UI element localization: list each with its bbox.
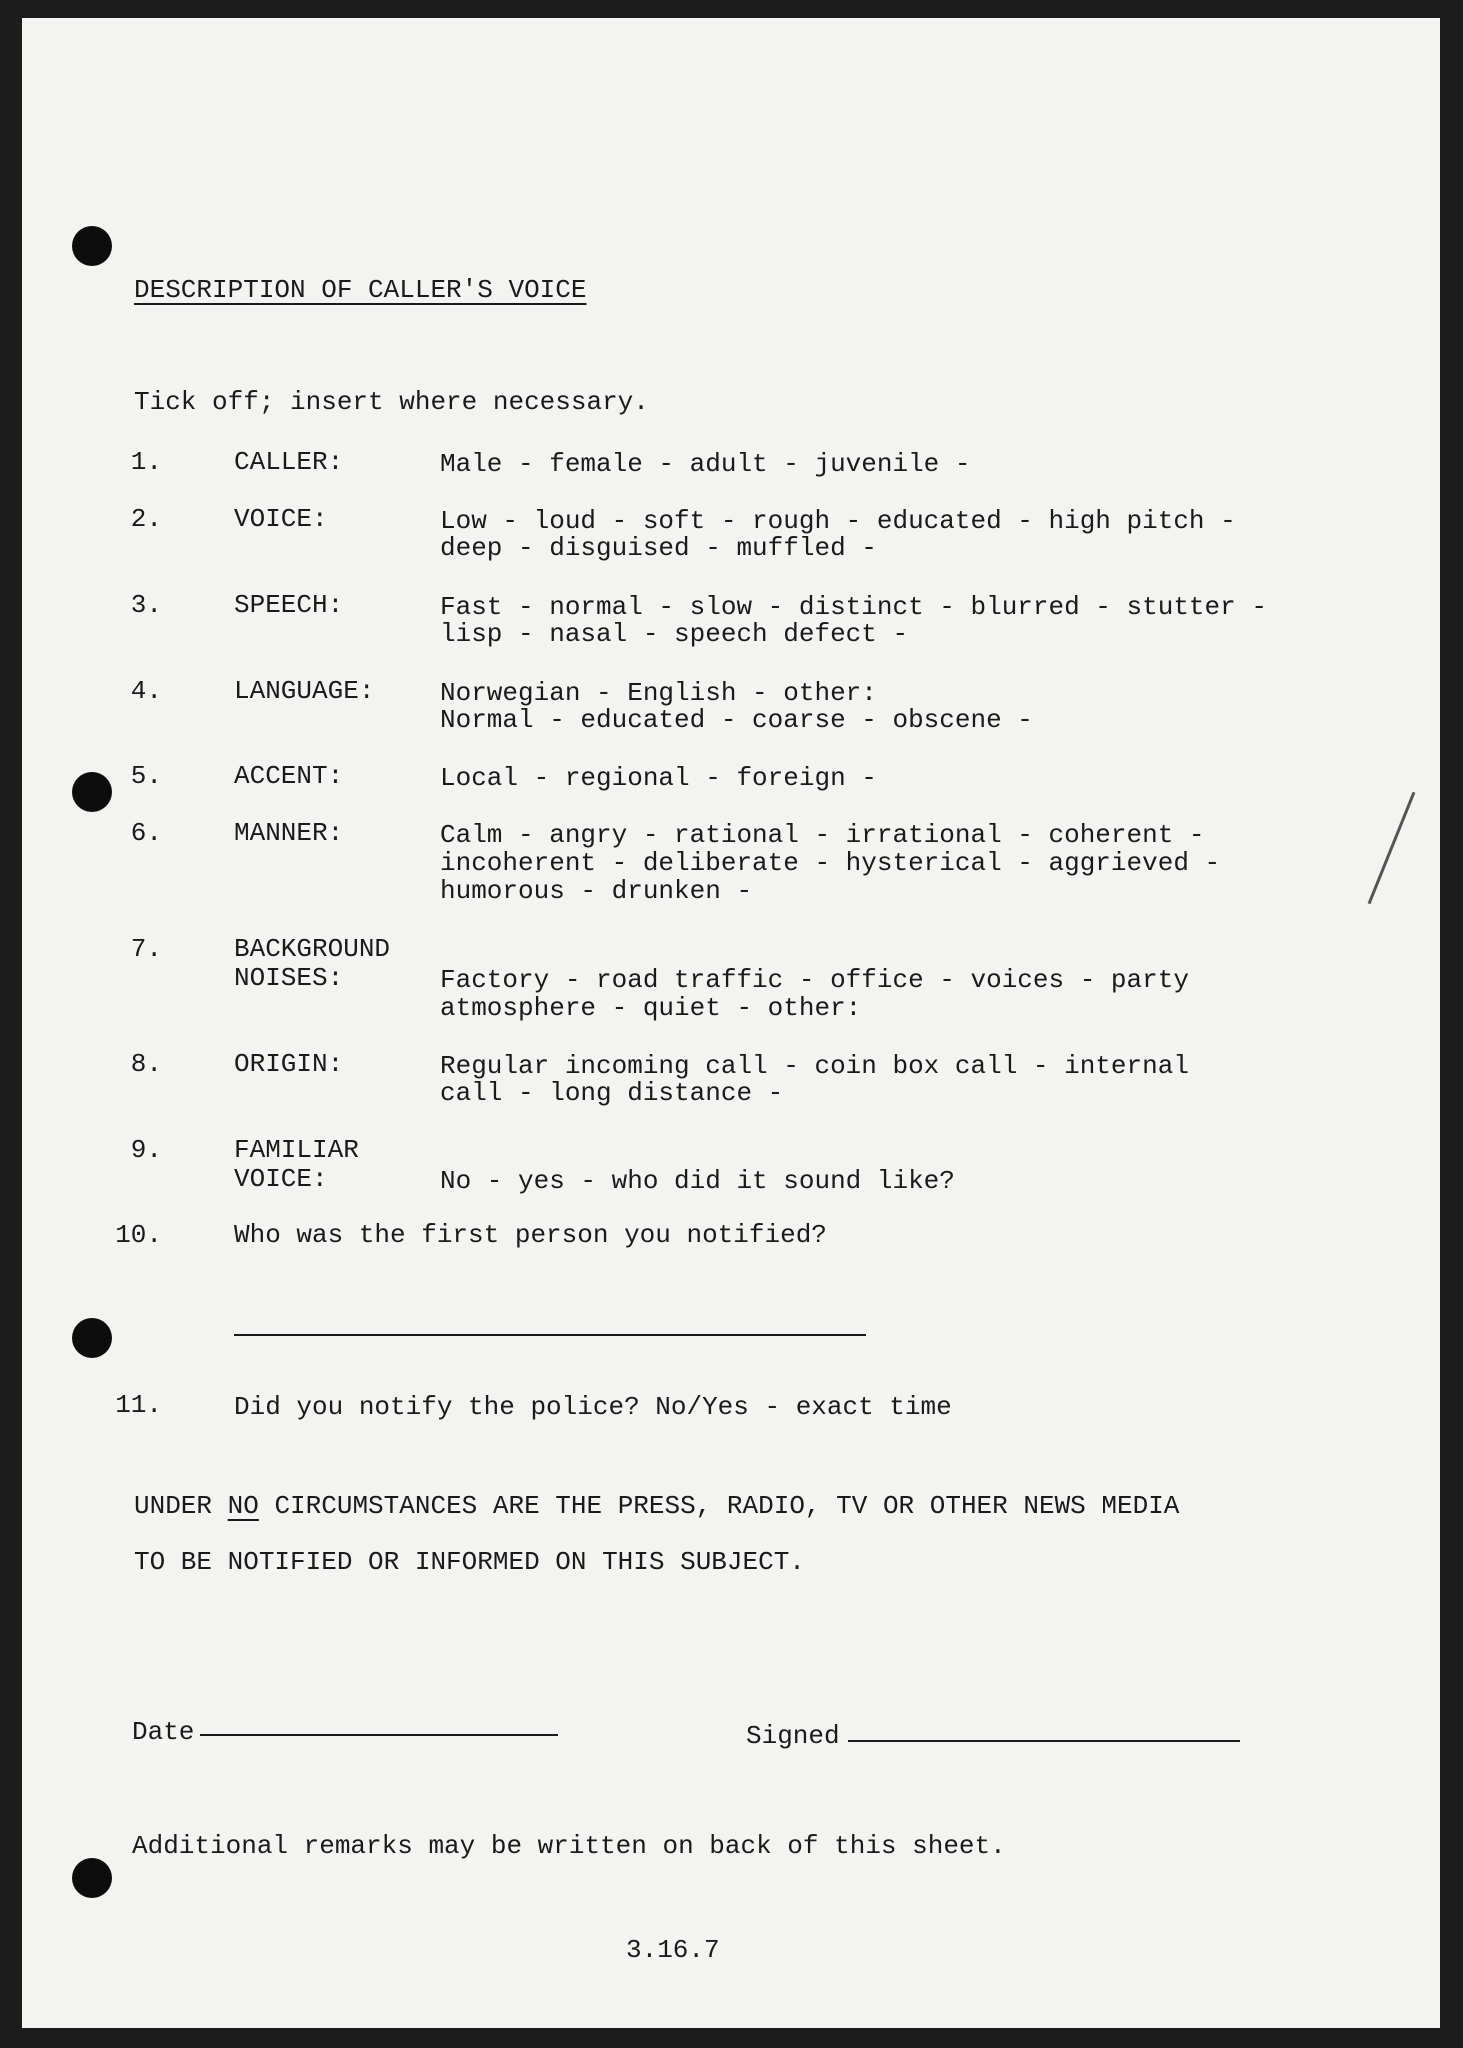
item-options: incoherent - deliberate - hysterical - aggrieved - [440,848,1221,878]
answer-line[interactable] [234,1334,866,1336]
item-number: 10. [115,1220,162,1250]
item-label: MANNER: [234,818,344,848]
item-number: 4. [130,676,162,706]
signed-label: Signed [746,1721,840,1751]
date-label: Date [132,1717,195,1747]
item-question: Who was the first person you notified? [234,1220,827,1250]
page-code: 3.16.7 [626,1935,720,1965]
item-label: VOICE: [234,1164,328,1194]
media-warning-line2: TO BE NOTIFIED OR INFORMED ON THIS SUBJECT. [134,1547,805,1577]
item-label: BACKGROUND [234,934,391,964]
item-options: Fast - normal - slow - distinct - blurred - stutter - [440,592,1267,622]
item-number: 3. [130,590,162,620]
item-options: Normal - educated - coarse - obscene - [440,705,1033,735]
item-options: Local - regional - foreign - [440,763,877,793]
media-warning [134,1492,1179,1521]
item-options: No - yes - who did it sound like? [440,1166,955,1196]
item-options: lisp - nasal - speech defect - [440,619,909,649]
item-number: 7. [130,934,162,964]
item-number: 1. [130,447,162,477]
item-number: 5. [130,761,162,791]
punch-hole [72,226,112,266]
item-label: FAMILIAR [234,1135,359,1165]
form-page [22,18,1440,2028]
item-label: VOICE: [234,504,328,534]
item-label: CALLER: [234,447,344,477]
item-options: call - long distance - [440,1078,784,1108]
item-number: 8. [130,1049,162,1079]
instruction-text: Tick off; insert where necessary. [134,387,649,417]
punch-hole [72,1858,112,1898]
date-line[interactable] [200,1734,558,1736]
item-options: humorous - drunken - [440,876,753,906]
warning-emphasis: NO [227,1491,259,1521]
item-number: 11. [115,1390,162,1420]
form-title: DESCRIPTION OF CALLER'S VOICE [134,275,587,305]
warning-post: CIRCUMSTANCES ARE THE PRESS, RADIO, TV OR OTHER NEWS MEDIA [258,1491,1180,1521]
item-label: ACCENT: [234,761,344,791]
item-label: ORIGIN: [234,1049,344,1079]
item-number: 2. [130,504,162,534]
item-options: deep - disguised - muffled - [440,533,877,563]
punch-hole [72,1318,112,1358]
item-options: atmosphere - quiet - other: [440,993,862,1023]
item-label: LANGUAGE: [234,676,375,706]
item-options: Male - female - adult - juvenile - [440,449,971,479]
signature-line[interactable] [848,1740,1240,1742]
item-number: 9. [130,1135,162,1165]
item-label: SPEECH: [234,590,344,620]
warning-pre: UNDER [134,1491,228,1521]
remarks-note: Additional remarks may be written on back of this sheet. [132,1831,1006,1861]
item-number: 6. [130,818,162,848]
pen-mark [1368,792,1416,904]
item-label: NOISES: [234,963,344,993]
item-options: Calm - angry - rational - irrational - coherent - [440,820,1205,850]
item-options: Low - loud - soft - rough - educated - high pitch - [440,506,1236,536]
item-question: Did you notify the police? No/Yes - exact time [234,1392,952,1422]
item-options: Norwegian - English - other: [440,678,877,708]
item-options: Factory - road traffic - office - voices - party [440,965,1189,995]
punch-hole [72,772,112,812]
item-options: Regular incoming call - coin box call - internal [440,1051,1189,1081]
